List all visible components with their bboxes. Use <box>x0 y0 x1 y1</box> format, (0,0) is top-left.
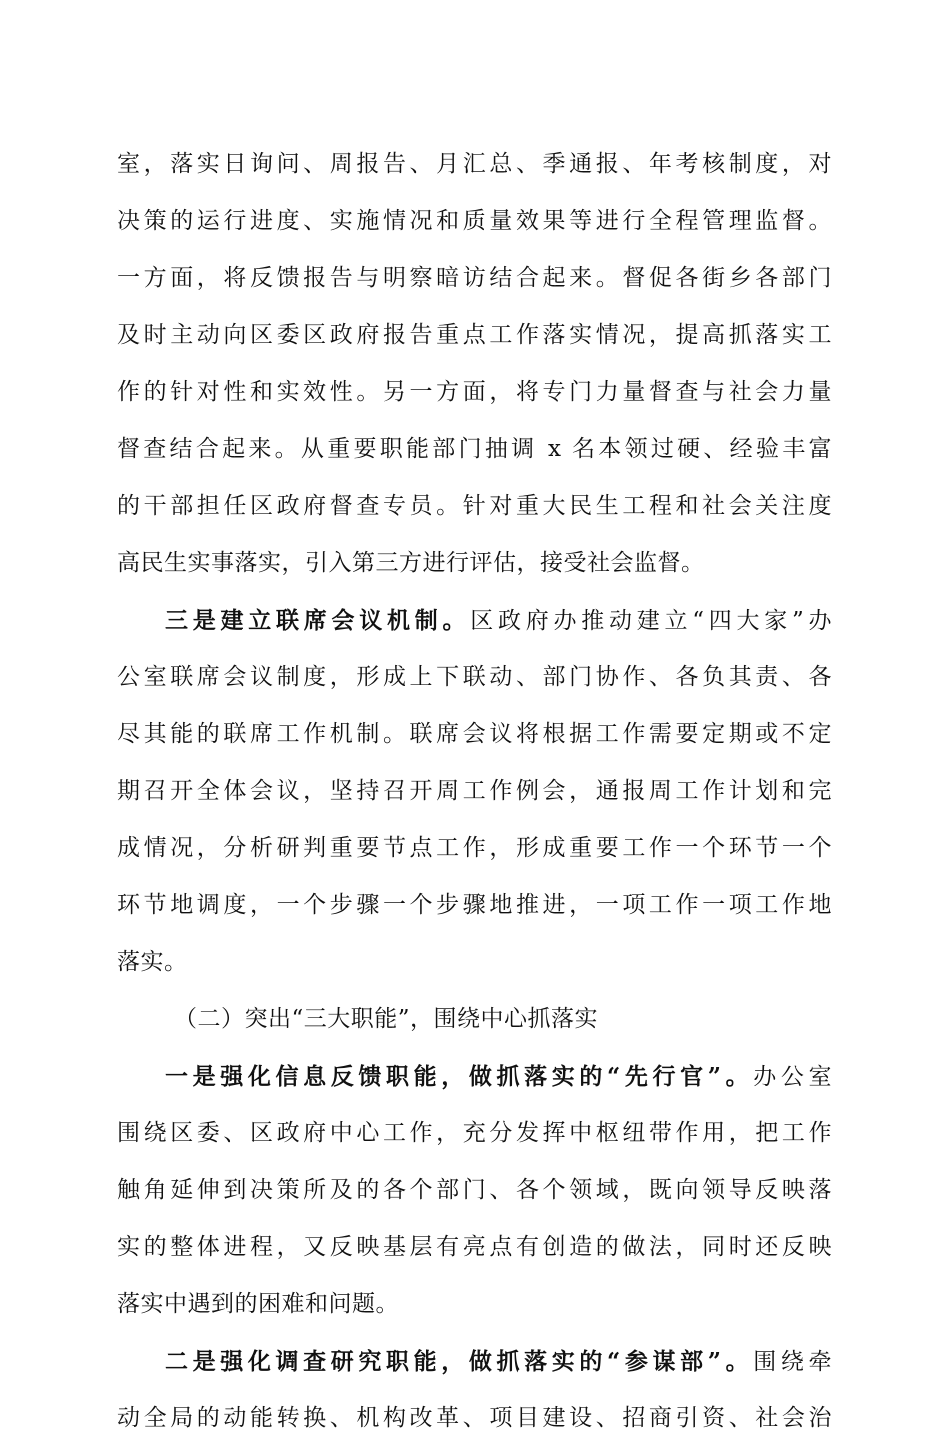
text-span: 围绕牵 <box>753 1349 833 1375</box>
text-line: 及时主动向区委区政府报告重点工作落实情况，提高抓落实工 <box>117 322 832 348</box>
text-line: 督查结合起来。从重要职能部门抽调 x 名本领过硬、经验丰富 <box>117 436 832 462</box>
paragraph-lead: 二是强化调查研究职能，做抓落实的“参谋部”。 <box>165 1348 754 1375</box>
text-line: 高民生实事落实，引入第三方进行评估，接受社会监督。 <box>117 550 705 576</box>
text-line: 的干部担任区政府督查专员。针对重大民生工程和社会关注度 <box>117 493 832 519</box>
paragraph-research <box>117 1333 832 1447</box>
paragraph-joint-meeting <box>117 592 832 991</box>
text-line: 落实。 <box>117 949 188 975</box>
text-line: 期召开全体会议，坚持召开周工作例会，通报周工作计划和完 <box>117 778 832 804</box>
document-body <box>117 136 832 1447</box>
text-line: 尽其能的联席工作机制。联席会议将根据工作需要定期或不定 <box>117 721 832 747</box>
text-line: 成情况，分析研判重要节点工作，形成重要工作一个环节一个 <box>117 835 832 861</box>
text-line <box>117 1333 832 1390</box>
section-heading: （二）突出“三大职能”，围绕中心抓落实 <box>174 1006 599 1032</box>
paragraph-supervision <box>117 136 832 592</box>
text-line: 决策的运行进度、实施情况和质量效果等进行全程管理监督。 <box>117 208 832 234</box>
text-line: 动全局的动能转换、机构改革、项目建设、招商引资、社会治 <box>117 1405 832 1431</box>
text-span: 办公室 <box>753 1064 833 1090</box>
paragraph-lead: 三是建立联席会议机制。 <box>165 607 471 634</box>
text-line <box>117 592 832 649</box>
paragraph-info-feedback <box>117 1048 832 1333</box>
text-span: 区政府办推动建立“四大家”办 <box>470 608 832 634</box>
paragraph-lead: 一是强化信息反馈职能，做抓落实的“先行官”。 <box>165 1063 754 1090</box>
text-line: 环节地调度，一个步骤一个步骤地推进，一项工作一项工作地 <box>117 892 832 918</box>
text-line: 围绕区委、区政府中心工作，充分发挥中枢纽带作用，把工作 <box>117 1120 832 1146</box>
text-line: 一方面，将反馈报告与明察暗访结合起来。督促各街乡各部门 <box>117 265 832 291</box>
text-line: 室，落实日询问、周报告、月汇总、季通报、年考核制度，对 <box>117 151 832 177</box>
text-line <box>117 1048 832 1105</box>
text-line: 公室联席会议制度，形成上下联动、部门协作、各负其责、各 <box>117 664 832 690</box>
text-line: 触角延伸到决策所及的各个部门、各个领域，既向领导反映落 <box>117 1177 832 1203</box>
text-line: 实的整体进程，又反映基层有亮点有创造的做法，同时还反映 <box>117 1234 832 1260</box>
text-line: 落实中遇到的困难和问题。 <box>117 1291 399 1317</box>
text-line: 作的针对性和实效性。另一方面，将专门力量督查与社会力量 <box>117 379 832 405</box>
